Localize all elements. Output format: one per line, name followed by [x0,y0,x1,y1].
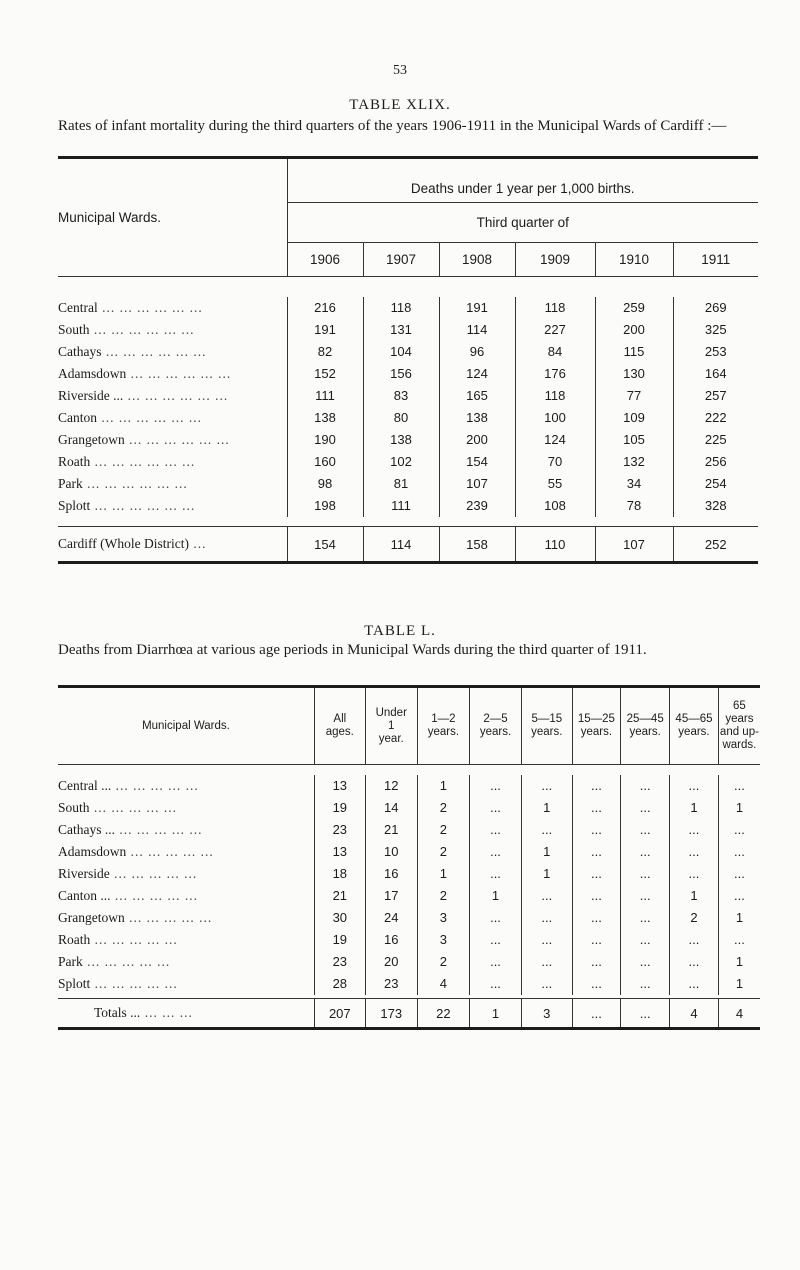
count-cell: 21 [365,819,417,841]
count-cell: 3 [417,929,469,951]
rate-cell: 96 [439,341,515,363]
rate-cell: 80 [363,407,439,429]
count-cell: ... [621,907,670,929]
count-cell: ... [718,929,760,951]
count-cell: 14 [365,797,417,819]
rate-cell: 164 [673,363,758,385]
count-cell: ... [522,819,572,841]
rate-cell: 191 [439,297,515,319]
rate-cell: 227 [515,319,595,341]
count-cell: ... [718,885,760,907]
page-number: 53 [393,63,407,78]
count-cell: 16 [365,929,417,951]
count-cell: 23 [314,951,365,973]
count-cell: 28 [314,973,365,995]
count-cell: ... [522,929,572,951]
rate-cell: 200 [439,429,515,451]
rate-cell: 55 [515,473,595,495]
rate-cell: 156 [363,363,439,385]
count-cell: 13 [314,841,365,863]
count-cell: 1 [718,907,760,929]
ward-name: Riverside ... [58,387,124,403]
count-cell: ... [621,819,670,841]
rate-cell: 98 [287,473,363,495]
count-cell: ... [572,863,621,885]
totals-row: Totals ... ... ... ... 207 173 22 1 3 ... ... 4 4 [58,999,760,1029]
rate-cell: 115 [595,341,673,363]
table-row: Splott ... ... ... ... ... ... 198 111 239 108 78 328 [58,495,758,517]
ward-name: Central ... [58,777,112,793]
table-row: Adamsdown ... ... ... ... ... ... 152 156 124 176 130 164 [58,363,758,385]
age-column-header: 2—5 years. [469,687,521,765]
rate-cell: 130 [595,363,673,385]
count-cell: ... [670,775,719,797]
rate-cell: 328 [673,495,758,517]
rate-cell: 131 [363,319,439,341]
table-row: Central ... ... ... ... ... ... 13 12 1 ... ... ... ... ... ... [58,775,760,797]
rate-cell: 154 [287,527,363,563]
count-cell: 23 [365,973,417,995]
count-cell: 23 [314,819,365,841]
table-xlix-title: TABLE XLIX. [349,97,451,113]
rate-cell: 107 [595,527,673,563]
age-column-header: 1—2 years. [417,687,469,765]
ward-name: Splott [58,497,91,513]
infant-mortality-table [58,156,758,564]
table-row: Riverside ... ... ... ... ... ... ... 111 83 165 118 77 257 [58,385,758,407]
count-cell: 10 [365,841,417,863]
diarrhoea-deaths-table [58,685,760,1030]
count-cell: 3 [522,999,572,1029]
rate-cell: 325 [673,319,758,341]
count-cell: 12 [365,775,417,797]
table-row: Cathays ... ... ... ... ... ... 23 21 2 ... ... ... ... ... ... [58,819,760,841]
rate-cell: 118 [363,297,439,319]
count-cell: 1 [469,885,521,907]
header-municipal-wards: Municipal Wards. [58,158,287,277]
count-cell: ... [621,885,670,907]
count-cell: ... [670,863,719,885]
count-cell: 21 [314,885,365,907]
rate-cell: 78 [595,495,673,517]
rate-cell: 105 [595,429,673,451]
count-cell: ... [718,863,760,885]
table-row: Canton ... ... ... ... ... ... 21 17 2 1 ... ... ... 1 ... [58,885,760,907]
count-cell: ... [621,999,670,1029]
count-cell: ... [718,841,760,863]
count-cell: ... [572,775,621,797]
rate-cell: 107 [439,473,515,495]
rate-cell: 138 [363,429,439,451]
count-cell: ... [522,951,572,973]
rate-cell: 216 [287,297,363,319]
count-cell: 24 [365,907,417,929]
year-header: 1911 [673,243,758,277]
rate-cell: 252 [673,527,758,563]
header-deaths-per-1000: Deaths under 1 year per 1,000 births. [287,158,758,203]
count-cell: ... [469,819,521,841]
count-cell: ... [670,973,719,995]
rate-cell: 190 [287,429,363,451]
count-cell: ... [522,973,572,995]
age-column-header: 45—65 years. [670,687,719,765]
rate-cell: 259 [595,297,673,319]
count-cell: ... [469,907,521,929]
ward-name: Park [58,475,83,491]
year-header: 1906 [287,243,363,277]
rate-cell: 138 [287,407,363,429]
count-cell: ... [621,863,670,885]
count-cell: ... [572,907,621,929]
count-cell: 1 [417,775,469,797]
rate-cell: 102 [363,451,439,473]
rate-cell: 254 [673,473,758,495]
ward-name: Splott [58,975,91,991]
rate-cell: 257 [673,385,758,407]
rate-cell: 81 [363,473,439,495]
count-cell: 1 [670,885,719,907]
count-cell: 2 [417,819,469,841]
count-cell: ... [718,819,760,841]
rate-cell: 200 [595,319,673,341]
count-cell: ... [621,973,670,995]
rate-cell: 77 [595,385,673,407]
count-cell: ... [469,775,521,797]
count-cell: ... [522,885,572,907]
table-row: South ... ... ... ... ... 19 14 2 ... 1 ... ... 1 1 [58,797,760,819]
count-cell: 2 [417,885,469,907]
count-cell: ... [670,819,719,841]
age-column-header: 15—25 years. [572,687,621,765]
year-header: 1910 [595,243,673,277]
table-row: Grangetown ... ... ... ... ... ... 190 138 200 124 105 225 [58,429,758,451]
count-cell: ... [522,775,572,797]
ward-name: Cathays ... [58,821,115,837]
rate-cell: 118 [515,297,595,319]
count-cell: ... [621,797,670,819]
count-cell: 2 [670,907,719,929]
count-cell: 2 [417,797,469,819]
age-column-header: 5—15 years. [522,687,572,765]
count-cell: 2 [417,951,469,973]
count-cell: ... [572,819,621,841]
count-cell: 30 [314,907,365,929]
ward-name: Central [58,299,98,315]
rate-cell: 198 [287,495,363,517]
rate-cell: 158 [439,527,515,563]
ward-name: South [58,321,90,337]
count-cell: 4 [417,973,469,995]
count-cell: ... [572,797,621,819]
table-row: Canton ... ... ... ... ... ... 138 80 138 100 109 222 [58,407,758,429]
ward-name: Canton [58,409,97,425]
count-cell: 19 [314,929,365,951]
ward-name: Cathays [58,343,102,359]
count-cell: 20 [365,951,417,973]
count-cell: 1 [718,797,760,819]
rate-cell: 154 [439,451,515,473]
count-cell: 16 [365,863,417,885]
table-row: Park ... ... ... ... ... ... 98 81 107 55 34 254 [58,473,758,495]
rate-cell: 132 [595,451,673,473]
count-cell: 18 [314,863,365,885]
count-cell: ... [572,841,621,863]
ward-name: Roath [58,931,91,947]
age-column-header: 65 years and up- wards. [718,687,760,765]
ward-name: Grangetown [58,431,125,447]
count-cell: ... [469,841,521,863]
count-cell: ... [572,885,621,907]
table-row: Park ... ... ... ... ... 23 20 2 ... ... ... ... ... 1 [58,951,760,973]
ward-name: Canton ... [58,887,111,903]
count-cell: 1 [522,863,572,885]
age-column-header: All ages. [314,687,365,765]
count-cell: ... [469,863,521,885]
count-cell: ... [572,999,621,1029]
rate-cell: 70 [515,451,595,473]
total-row: Cardiff (Whole District) ... 154 114 158 110 107 252 [58,527,758,563]
rate-cell: 100 [515,407,595,429]
rate-cell: 191 [287,319,363,341]
count-cell: ... [718,775,760,797]
rate-cell: 83 [363,385,439,407]
ward-name: Park [58,953,83,969]
table-row: Cathays ... ... ... ... ... ... 82 104 96 84 115 253 [58,341,758,363]
count-cell: 1 [417,863,469,885]
rate-cell: 34 [595,473,673,495]
count-cell: 1 [670,797,719,819]
rate-cell: 222 [673,407,758,429]
count-cell: ... [670,929,719,951]
rate-cell: 124 [439,363,515,385]
table-row: Splott ... ... ... ... ... 28 23 4 ... ... ... ... ... 1 [58,973,760,995]
table-l-intro: Deaths from Diarrhœa at various age periods in Municipal Wards during the third quarter of 1911. [58,642,647,658]
table-row: South ... ... ... ... ... ... 191 131 114 227 200 325 [58,319,758,341]
count-cell: ... [469,929,521,951]
age-column-header: Under 1 year. [365,687,417,765]
rate-cell: 165 [439,385,515,407]
ward-name: Totals ... [94,1005,141,1020]
count-cell: 2 [417,841,469,863]
count-cell: ... [469,797,521,819]
table-row: Roath ... ... ... ... ... ... 160 102 154 70 132 256 [58,451,758,473]
header-municipal-wards: Municipal Wards. [58,687,314,765]
rate-cell: 269 [673,297,758,319]
count-cell: ... [522,907,572,929]
count-cell: 13 [314,775,365,797]
rate-cell: 84 [515,341,595,363]
rate-cell: 111 [363,495,439,517]
rate-cell: 124 [515,429,595,451]
table-l-title: TABLE L. [364,623,436,639]
age-column-header: 25—45 years. [621,687,670,765]
rate-cell: 109 [595,407,673,429]
count-cell: ... [469,951,521,973]
count-cell: 207 [314,999,365,1029]
count-cell: ... [670,841,719,863]
ward-name: Roath [58,453,91,469]
rate-cell: 253 [673,341,758,363]
year-header: 1907 [363,243,439,277]
count-cell: ... [572,929,621,951]
count-cell: 1 [718,973,760,995]
rate-cell: 114 [439,319,515,341]
count-cell: 173 [365,999,417,1029]
table-row: Adamsdown ... ... ... ... ... 13 10 2 ... 1 ... ... ... ... [58,841,760,863]
count-cell: 4 [718,999,760,1029]
rate-cell: 108 [515,495,595,517]
count-cell: ... [670,951,719,973]
rate-cell: 239 [439,495,515,517]
count-cell: 1 [522,841,572,863]
count-cell: ... [621,929,670,951]
count-cell: ... [621,841,670,863]
count-cell: 1 [469,999,521,1029]
table-row: Grangetown ... ... ... ... ... 30 24 3 ... ... ... ... 2 1 [58,907,760,929]
table-row: Riverside ... ... ... ... ... 18 16 1 ... 1 ... ... ... ... [58,863,760,885]
ward-name: Grangetown [58,909,125,925]
ward-name: Riverside [58,865,110,881]
count-cell: 3 [417,907,469,929]
count-cell: ... [469,973,521,995]
count-cell: 1 [718,951,760,973]
rate-cell: 256 [673,451,758,473]
rate-cell: 118 [515,385,595,407]
rate-cell: 225 [673,429,758,451]
rate-cell: 110 [515,527,595,563]
rate-cell: 114 [363,527,439,563]
count-cell: ... [621,951,670,973]
ward-name: South [58,799,90,815]
ward-name: Cardiff (Whole District) [58,536,189,551]
count-cell: 22 [417,999,469,1029]
rate-cell: 104 [363,341,439,363]
rate-cell: 138 [439,407,515,429]
header-third-quarter: Third quarter of [287,203,758,243]
count-cell: 4 [670,999,719,1029]
rate-cell: 111 [287,385,363,407]
year-header: 1909 [515,243,595,277]
count-cell: ... [572,973,621,995]
count-cell: 17 [365,885,417,907]
rate-cell: 176 [515,363,595,385]
count-cell: 19 [314,797,365,819]
count-cell: 1 [522,797,572,819]
rate-cell: 152 [287,363,363,385]
table-xlix-intro: Rates of infant mortality during the third quarters of the years 1906-1911 in the Municipal Wards of Cardiff :— [58,118,727,134]
rate-cell: 82 [287,341,363,363]
year-header: 1908 [439,243,515,277]
ward-name: Adamsdown [58,843,127,859]
rate-cell: 160 [287,451,363,473]
table-row: Central ... ... ... ... ... ... 216 118 191 118 259 269 [58,297,758,319]
count-cell: ... [621,775,670,797]
ward-name: Adamsdown [58,365,127,381]
table-row: Roath ... ... ... ... ... 19 16 3 ... ... ... ... ... ... [58,929,760,951]
count-cell: ... [572,951,621,973]
